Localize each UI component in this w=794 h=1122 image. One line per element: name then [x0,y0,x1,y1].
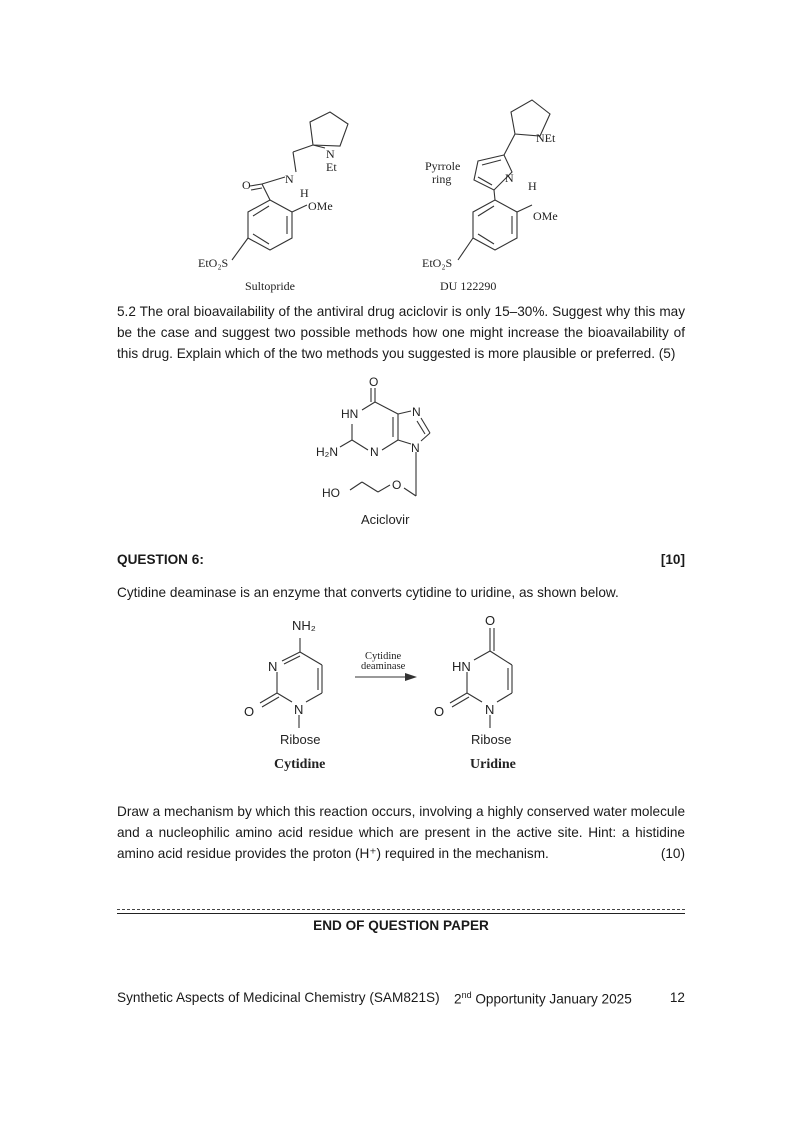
question-6-intro: Cytidine deaminase is an enzyme that converts cytidine to uridine, as shown below. [117,585,619,600]
question-6-total-marks: [10] [660,552,685,567]
sultopride-h-label: H [300,186,309,200]
uridine-name: Uridine [470,757,516,772]
du-pyrrole-label-2: ring [432,172,452,186]
uridine-n1-label: N [485,702,495,717]
question-6-task [117,801,685,864]
cytidine-o-label: O [244,704,255,719]
aciclovir-hn-label: HN [341,407,359,421]
page-footer [117,990,685,1005]
footer-opportunity-sup: nd [461,990,472,1000]
aciclovir-h2n-label: H₂N [316,445,338,459]
sultopride-eto2s-label: EtO₂S [198,256,229,270]
du-h-label: H [528,179,537,193]
dashed-separator [117,909,685,910]
sultopride-n-label: N [285,172,294,186]
aciclovir-n7-label: N [412,405,421,419]
reaction-arrow-head [405,673,417,681]
arrow-label-line1: Cytidine [365,651,402,662]
question-5-2-body: 5.2 The oral bioavailability of the antiviral drug aciclovir is only 15–30%. Suggest why this may be the case and suggest two possible methods how one might increase the bioavailability of this drug. Explain which of the two methods you suggested is more plausible or preferred. [117,304,685,361]
cytidine-n1-label: N [294,702,304,717]
aciclovir-figure [0,370,794,535]
question-5-2-text [117,301,685,364]
cytidine-ribose-label: Ribose [280,732,321,747]
du-net-label: NEt [536,131,556,145]
cytidine-reaction-figure [0,608,794,780]
sultopride-ome-label: OMe [308,199,333,213]
end-of-paper-label: END OF QUESTION PAPER [313,918,489,933]
question-6-task-text: Draw a mechanism by which this reaction occurs, involving a highly conserved water molecule and a nucleophilic amino acid residue which are present in the active site. Hint: a histidine amino acid residue provides the proton (H⁺) required in the mechanism. [117,804,685,861]
sultopride-o-label: O [242,178,251,192]
cytidine-name: Cytidine [274,757,326,772]
question-6-marks: (10) [660,846,685,861]
du-ome-label: OMe [533,209,558,223]
footer-opportunity-rest: Opportunity January 2025 [471,991,632,1007]
aciclovir-o-ether-label: O [392,478,402,492]
uridine-hn-label: HN [452,659,471,674]
sultopride-ring-n-label: N [326,147,335,161]
arrow-label-line2: deaminase [361,661,406,672]
cytidine-nh2-label: NH₂ [292,618,316,633]
du-n-label: N [505,171,514,185]
top-structures-figure [0,0,794,300]
du-eto2s-label: EtO₂S [422,256,453,270]
cytidine-n3-label: N [268,659,278,674]
aciclovir-n9-label: N [411,441,420,455]
footer-course: Synthetic Aspects of Medicinal Chemistry (SAM821S) [117,990,440,1005]
aciclovir-ho-label: HO [322,486,340,500]
uridine-ribose-label: Ribose [471,732,512,747]
aciclovir-name: Aciclovir [361,512,410,527]
question-5-2-marks: (5) [658,346,676,361]
solid-separator [117,913,685,914]
question-6-heading [117,552,685,567]
sultopride-et-label: Et [326,160,337,174]
uridine-o-top-label: O [485,613,496,628]
aciclovir-o-label: O [369,375,379,389]
du-name: DU 122290 [440,279,497,293]
page-number: 12 [669,990,685,1005]
footer-opportunity-num: 2 [454,991,462,1007]
uridine-o-label: O [434,704,445,719]
footer-opportunity [454,990,632,1007]
du-pyrrole-label-1: Pyrrole [425,159,461,173]
sultopride-name: Sultopride [245,279,295,293]
aciclovir-n3-label: N [370,445,379,459]
question-6-title: QUESTION 6: [117,552,204,567]
